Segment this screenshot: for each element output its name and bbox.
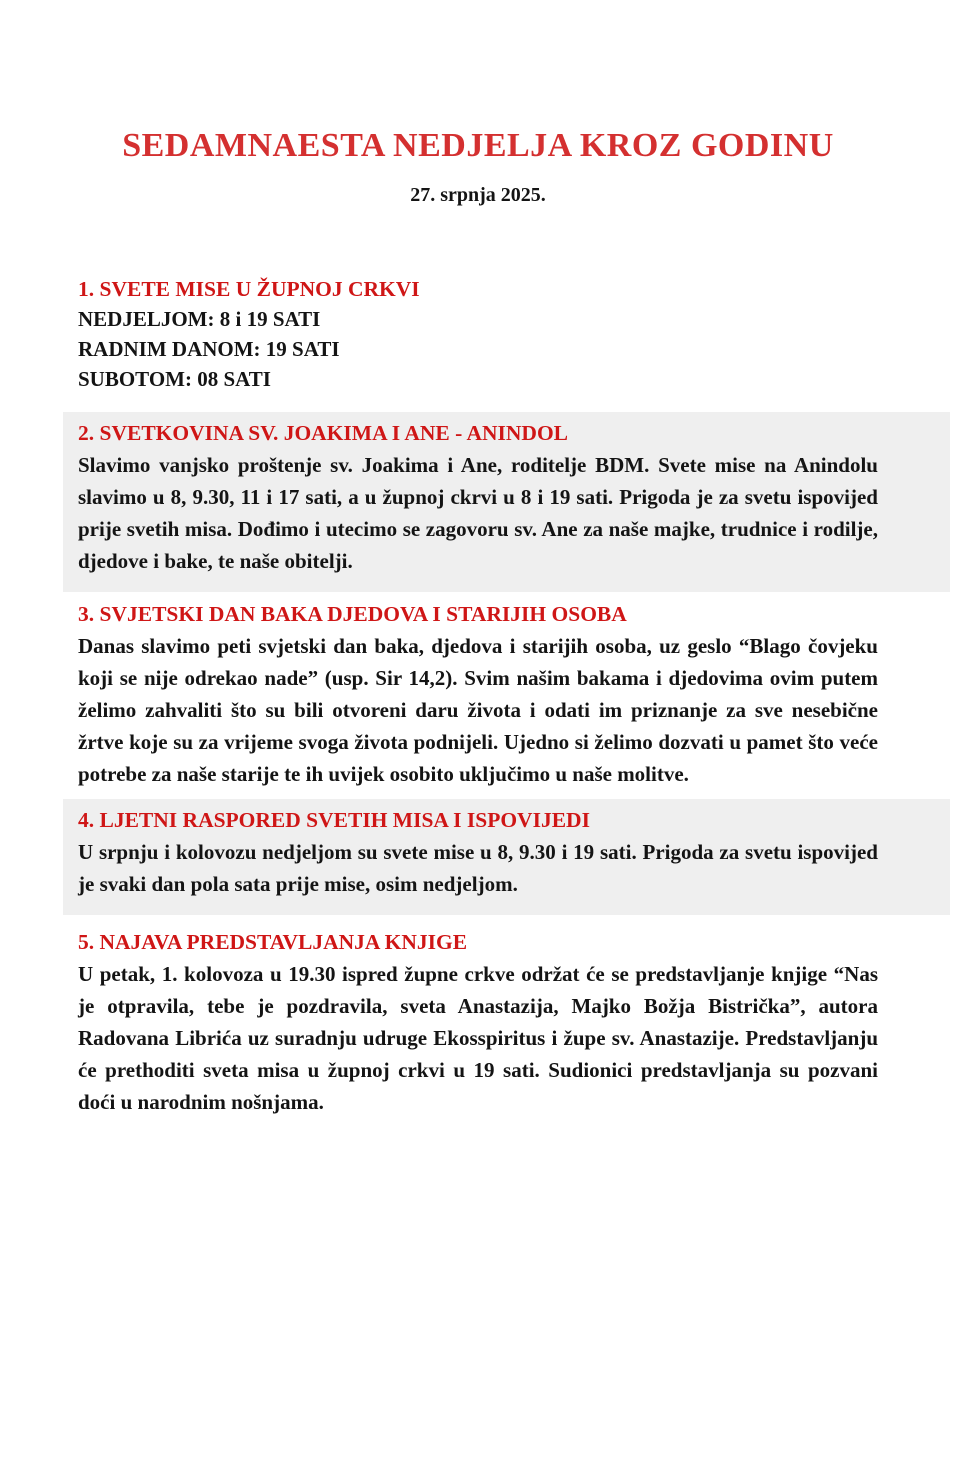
section-2-heading: 2. SVETKOVINA SV. JOAKIMA I ANE - ANINDOL [78,421,569,445]
document-date: 27. srpnja 2025. [410,184,546,206]
section-summer-schedule [63,799,950,915]
section-4-paragraph: U srpnju i kolovozu nedjeljom su svete mise u 8, 9.30 i 19 sati. Prigoda za svetu ispovijed je svaki dan pola sata prije mise, osim nedjeljom. [78,840,878,896]
page-title: SEDAMNAESTA NEDJELJA KROZ GODINU [122,127,834,164]
section-feast-joakim-ana [63,412,950,592]
section-2-paragraph: Slavimo vanjsko proštenje sv. Joakima i Ane, roditelje BDM. Svete mise na Anindolu slavimo u 8, 9.30, 11 i 17 sati, a u župnoj ckrvi u 8 i 19 sati. Prigoda je za svetu ispovijed prije svetih misa. Dođimo i utecimo se zagovoru sv. Ane za naše majke, trudnice i rodilje, djedove i bake, te naše obitelji. [78,453,878,573]
section-mass-times [78,274,878,394]
section-3-heading: 3. SVJETSKI DAN BAKA DJEDOVA I STARIJIH OSOBA [78,602,627,626]
section-grandparents-day [78,598,878,790]
section-3-paragraph: Danas slavimo peti svjetski dan baka, djedova i starijih osoba, uz geslo “Blago čovjeku koji se nije odrekao nade” (usp. Sir 14,2). Svim našim bakama i djedovima ovim putem želimo zahvaliti što su bili otvoreni daru života i odati im priznanje za sve nesebične žrtve koje su za vrijeme svoga života podnijeli. Ujedno si želimo dozvati u pamet što veće potrebe za naše starije te ih uvijek osobito uključimo u naše molitve. [78,634,878,786]
section-5-paragraph: U petak, 1. kolovoza u 19.30 ispred župne crkve održat će se predstavljanje knjige “Nas je otpravila, tebe je pozdravila, sveta Anastazija, Majko Božja Bistrička”, autora Radovana Librića uz suradnju udruge Ekosspiritus i župe sv. Anastazije. Predstavljanju će prethoditi sveta misa u župnoj crkvi u 19 sati. Sudionici predstavljanja su pozvani doći u narodnim nošnjama. [78,962,878,1114]
section-4-heading: 4. LJETNI RASPORED SVETIH MISA I ISPOVIJEDI [78,808,590,832]
mass-time-saturday: SUBOTOM: 08 SATI [78,367,271,391]
section-book-presentation [78,926,878,1118]
section-5-heading: 5. NAJAVA PREDSTAVLJANJA KNJIGE [78,930,468,954]
section-1-heading: 1. SVETE MISE U ŽUPNOJ CRKVI [78,277,420,301]
mass-time-sunday: NEDJELJOM: 8 i 19 SATI [78,307,321,331]
mass-time-weekday: RADNIM DANOM: 19 SATI [78,337,340,361]
